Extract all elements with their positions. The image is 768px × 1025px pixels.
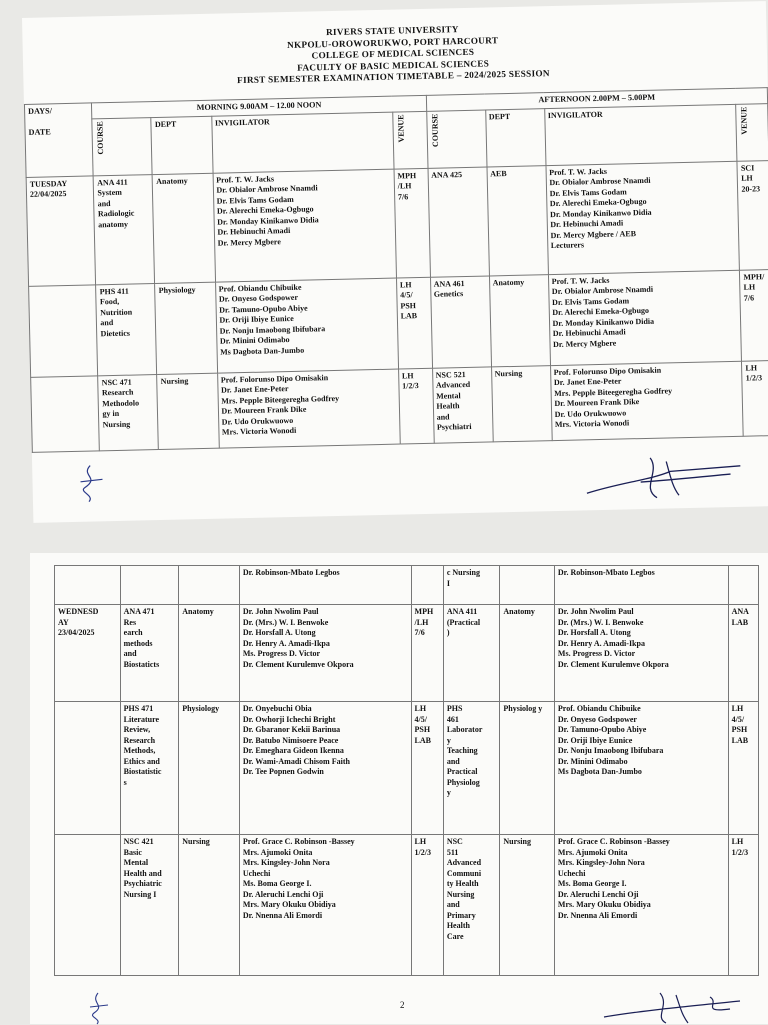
afternoon-course — [443, 702, 500, 835]
afternoon-course-line: Advanced — [446, 858, 482, 867]
days-date-header: DAYS/ DATE — [24, 103, 93, 177]
morning-course-line: Radiologic — [97, 208, 135, 219]
venue-header: VENUE — [393, 111, 428, 169]
afternoon-course-line: ty Health — [446, 879, 479, 888]
morning-course-line: Mental — [123, 858, 149, 867]
morning-session-header: MORNING 9.00AM – 12.00 NOON — [92, 95, 426, 118]
afternoon-course — [428, 166, 489, 276]
dept-header: DEPT — [151, 116, 212, 174]
exam-day: TUESDAY — [29, 178, 68, 189]
day-date-cell — [31, 375, 100, 452]
afternoon-invigilators-line: Dr. Aleruchi Lenchi Oji — [557, 889, 639, 899]
afternoon-course-line: Health — [436, 401, 460, 411]
faculty-name: FACULTY OF BASIC MEDICAL SCIENCES — [297, 57, 490, 73]
course-header: COURSE — [92, 117, 152, 175]
afternoon-course-line: y — [446, 735, 451, 745]
exam-date: 22/04/2025 — [29, 189, 67, 199]
morning-venue-line: LH — [414, 837, 427, 846]
morning-dept: Nursing — [179, 835, 240, 976]
afternoon-invigilators-line: Prof. Obiandu Chibuike — [557, 704, 641, 713]
morning-invigilators — [239, 835, 411, 976]
afternoon-venue-line: 20-23 — [741, 183, 761, 194]
morning-course-line: Dietetics — [100, 328, 131, 338]
morning-venue — [411, 835, 443, 976]
afternoon-invigilators-line: Dr. Monday Kinikanwo Didia — [550, 207, 652, 219]
morning-course-line: Biostatistic — [123, 767, 162, 776]
morning-venue-line: LAB — [400, 311, 418, 321]
morning-course-line: Methods, — [123, 746, 156, 755]
morning-invigilators-line: Dr. Tamuno-Opubo Abiye — [219, 303, 308, 315]
afternoon-course-line: Nursing — [446, 889, 475, 899]
morning-invigilators — [213, 169, 397, 282]
day-date-cell — [55, 605, 121, 702]
morning-invigilators-line: Dr. Minini Odimabo — [219, 335, 290, 346]
afternoon-invigilators-line: Dr. Tamuno-Opubo Abiye — [557, 725, 647, 734]
afternoon-venue-line: LAB — [731, 735, 749, 745]
morning-course-line: ANA 471 — [123, 607, 155, 616]
morning-course-line: Research — [101, 387, 134, 398]
morning-invigilators-line: Dr. Wami-Amadi Chisom Faith — [242, 756, 350, 766]
afternoon-venue-line: LH — [741, 173, 753, 183]
morning-invigilators-line: Mrs. Victoria Wonodi — [221, 425, 297, 437]
morning-course-line: s — [123, 777, 127, 787]
morning-course — [120, 835, 179, 976]
morning-course-line: and — [97, 198, 111, 208]
carryover-row — [55, 566, 759, 605]
morning-course — [98, 374, 159, 450]
afternoon-course-line: 511 — [446, 847, 459, 857]
afternoon-course-line: ANA 411 — [446, 607, 478, 616]
document-header — [182, 21, 603, 88]
afternoon-invigilators-line: Dr. Janet Ene-Peter — [553, 376, 622, 388]
morning-invigilators — [215, 278, 398, 373]
afternoon-invigilators-line: Dr. Hebinuchi Amadi — [550, 218, 624, 230]
morning-invigilators-line: Dr. Nonju Imaobong Ibifubara — [219, 323, 326, 336]
morning-venue-line: PSH — [400, 300, 417, 310]
afternoon-invigilators-line: Dr. Hebinuchi Amadi — [552, 327, 626, 339]
afternoon-invigilators-line: Dr. (Mrs.) W. I. Benwoke — [557, 617, 644, 627]
morning-invigilators-line: Dr. John Nwolim Paul — [242, 607, 319, 616]
morning-venue-line: MPH — [397, 170, 417, 181]
page-number: 2 — [400, 1000, 405, 1010]
afternoon-course-line: and — [446, 900, 460, 909]
morning-dept: Anatomy — [179, 605, 240, 702]
timetable-sheet-page-2 — [30, 553, 768, 1024]
exam-row — [55, 835, 759, 976]
venue-header: VENUE — [736, 103, 768, 161]
afternoon-invigilators-line: Prof. Grace C. Robinson -Bassey — [557, 837, 670, 846]
afternoon-dept: Nursing — [491, 365, 552, 441]
morning-dept: Anatomy — [153, 173, 216, 283]
morning-venue-line: 4/5/ — [400, 290, 413, 300]
morning-invigilators-line: Dr. Henry A. Amadi-Ikpa — [242, 638, 330, 648]
morning-course-line: PHS 471 — [123, 704, 154, 713]
afternoon-venue-line: 4/5/ — [731, 714, 745, 724]
afternoon-venue — [742, 360, 768, 436]
afternoon-invigilators-line: Uchechi — [557, 868, 586, 878]
afternoon-invigilators-line: Dr. Nonju Imaobong Ibifubara — [557, 746, 664, 755]
morning-invigilators-line: Prof. T. W. Jacks — [216, 173, 275, 185]
afternoon-invigilators-line: Dr. Alerechi Emeka-Ogbugo — [552, 305, 650, 318]
afternoon-invigilators-line: Dr. Mercy Mgbere — [552, 338, 617, 349]
carryover-invigilator-am: Dr. Robinson-Mbato Legbos — [239, 566, 411, 605]
exam-date — [34, 378, 94, 379]
morning-course-line: and — [123, 649, 137, 658]
afternoon-course-line: NSC — [446, 837, 463, 846]
morning-invigilators-line: Dr. Udo Orukwuowo — [221, 415, 294, 427]
afternoon-dept: AEB — [487, 165, 548, 275]
afternoon-invigilators-line: Mrs. Victoria Wonodi — [554, 418, 630, 430]
morning-course-line: Research — [123, 735, 156, 745]
morning-venue-line: /LH — [414, 617, 429, 627]
morning-invigilators-line: Dr. Oriji Ibiye Eunice — [219, 313, 294, 325]
day-date-cell — [55, 702, 121, 835]
afternoon-course-line: Physiolog — [446, 777, 480, 787]
morning-invigilators-line: Prof. Grace C. Robinson -Bassey — [242, 837, 355, 846]
morning-invigilators-line: Ms. Progress D. Victor — [242, 649, 321, 658]
morning-invigilators-line: Dr. Nnenna Ali Emordi — [242, 910, 323, 920]
morning-invigilators — [217, 369, 400, 448]
afternoon-course-line: 461 — [446, 714, 459, 724]
afternoon-invigilators-line: Dr. Monday Kinikanwo Didia — [552, 316, 655, 328]
morning-course-line: Psychiatric — [123, 879, 162, 888]
afternoon-venue — [728, 702, 758, 835]
afternoon-course-line: Teaching — [446, 746, 478, 755]
morning-invigilators-line: Mrs. Pepple Biteegeregha Godfrey — [221, 393, 340, 406]
afternoon-invigilators-line: Mrs. Ajumoki Onita — [557, 847, 628, 857]
afternoon-invigilators-line: Lecturers — [550, 240, 585, 251]
exam-row — [26, 160, 768, 286]
morning-course — [120, 605, 179, 702]
afternoon-venue-line: 1/2/3 — [745, 373, 763, 383]
afternoon-course-line: NSC 521 — [435, 369, 466, 380]
invigilator-header: INVIGILATOR — [211, 112, 394, 173]
university-name: RIVERS STATE UNIVERSITY — [325, 24, 459, 38]
morning-course-line: Res — [123, 617, 137, 627]
morning-course-line: PHS 411 — [99, 286, 129, 296]
day-date-cell — [26, 175, 96, 286]
morning-course-line: anatomy — [98, 219, 129, 229]
morning-dept: Physiology — [179, 702, 240, 835]
morning-invigilators-line: Dr. Horsfall A. Utong — [242, 628, 316, 637]
afternoon-venue — [740, 269, 768, 361]
dept-header: DEPT — [485, 108, 545, 166]
morning-venue-line: 1/2/3 — [414, 847, 431, 857]
afternoon-course-line: PHS — [446, 704, 463, 713]
afternoon-course — [432, 366, 493, 442]
exam-date: 23/04/2025 — [58, 628, 95, 637]
morning-venue — [396, 277, 432, 369]
afternoon-invigilators-line: Prof. Folorunso Dipo Omisakin — [553, 365, 662, 377]
morning-course-line: Ethics and — [123, 756, 160, 766]
afternoon-course-line: Practical — [446, 767, 478, 776]
morning-invigilators-line: Dr. Onyebuchi Obia — [242, 704, 312, 713]
afternoon-venue-line: 7/6 — [743, 292, 755, 303]
day-date-cell — [55, 835, 121, 976]
morning-invigilators-line: Dr. Obialor Ambrose Nnamdi — [216, 183, 318, 195]
morning-course-line: Literature — [123, 714, 160, 724]
morning-invigilators-line: Dr. Onyeso Godspower — [218, 292, 299, 304]
afternoon-invigilators-line: Ms. Boma George I. — [557, 879, 627, 888]
morning-course-line: and — [100, 318, 114, 328]
afternoon-invigilators-line: Mrs. Mary Okuku Obidiya — [557, 900, 651, 909]
morning-venue — [394, 168, 430, 278]
morning-venue-line: MPH — [414, 607, 434, 616]
morning-venue-line: 1/2/3 — [402, 381, 419, 391]
exam-date — [32, 287, 92, 288]
exam-day — [34, 378, 94, 379]
afternoon-invigilators — [554, 835, 728, 976]
morning-invigilators — [239, 605, 411, 702]
college-name: COLLEGE OF MEDICAL SCIENCES — [311, 46, 475, 61]
afternoon-course-line: Care — [446, 931, 464, 941]
afternoon-course — [430, 275, 491, 367]
morning-venue — [398, 368, 433, 444]
afternoon-dept: Physiolog y — [500, 702, 555, 835]
afternoon-course-line: ANA 461 — [433, 278, 465, 289]
morning-invigilators-line: Dr. Clement Kurulemve Okpora — [242, 659, 354, 669]
exam-day: WEDNESD — [58, 607, 99, 616]
signature-right — [600, 989, 750, 1025]
afternoon-course-line: and — [436, 411, 450, 422]
morning-venue-line: 4/5/ — [414, 714, 427, 724]
afternoon-invigilators-line: Dr. Mercy Mgbere / AEB — [550, 228, 637, 240]
afternoon-dept: Anatomy — [489, 274, 550, 366]
afternoon-course-line: ) — [446, 628, 450, 637]
afternoon-invigilators — [550, 361, 743, 440]
exam-row — [31, 360, 768, 452]
afternoon-venue — [728, 835, 758, 976]
afternoon-course — [443, 835, 500, 976]
morning-course-line: Methodolo — [102, 397, 140, 408]
morning-invigilators-line: Prof. Obiandu Chibuike — [218, 282, 302, 294]
morning-course-line: Nursing I — [123, 889, 157, 899]
morning-invigilators-line: Mrs. Ajumoki Onita — [242, 847, 313, 857]
afternoon-venue — [737, 160, 768, 270]
morning-venue — [411, 702, 443, 835]
signature-initials-left — [70, 461, 111, 504]
morning-invigilators-line: Dr. (Mrs.) W. I. Benwoke — [242, 617, 329, 627]
morning-invigilators-line: Dr. Tee Popnen Godwin — [242, 767, 324, 776]
timetable-table-page-2 — [54, 565, 759, 976]
morning-course-line: earch — [123, 628, 143, 637]
morning-invigilators-line: Mrs. Kingsley-John Nora — [242, 858, 330, 867]
exam-day: AY — [58, 617, 69, 627]
morning-invigilators-line: Dr. Alerechi Emeka-Ogbugo — [216, 204, 314, 216]
afternoon-invigilators-line: Dr. Onyeso Godspower — [557, 714, 637, 724]
morning-course — [94, 174, 155, 284]
afternoon-course-line: Mental — [436, 390, 461, 401]
morning-course-line: Food, — [99, 296, 120, 307]
afternoon-session-header: AFTERNOON 2.00PM – 5.00PM — [426, 88, 768, 111]
carryover-course-pm: c Nursing I — [443, 566, 500, 605]
course-header: COURSE — [426, 110, 486, 168]
morning-course-line: gy in — [102, 408, 120, 419]
morning-invigilators-line: Dr. Emeghara Gideon Ikenna — [242, 746, 344, 755]
afternoon-invigilators-line: Mrs. Pepple Biteegeregha Godfrey — [554, 385, 673, 398]
afternoon-venue-line: LH — [745, 362, 758, 373]
morning-venue-line: LH — [401, 370, 414, 380]
morning-venue-line: 7/6 — [397, 191, 409, 202]
morning-course — [96, 283, 157, 375]
afternoon-venue-line: LH — [731, 837, 744, 846]
morning-course-line: Nutrition — [100, 307, 133, 317]
afternoon-invigilators-line: Dr. Obialor Ambrose Nnamdi — [551, 284, 654, 297]
morning-venue-line: LH — [414, 704, 427, 713]
signature-right — [580, 450, 751, 504]
afternoon-course-line: Primary — [446, 910, 476, 920]
afternoon-invigilators-line: Dr. Oriji Ibiye Eunice — [557, 735, 633, 745]
morning-course-line: NSC 421 — [123, 837, 154, 846]
timetable-sheet-page-1 — [22, 1, 768, 523]
timetable-table-page-1 — [24, 87, 768, 452]
morning-course-line: Basic — [123, 847, 142, 857]
morning-dept: Nursing — [157, 373, 219, 449]
morning-invigilators-line: Dr. Elvis Tams Godam — [216, 194, 294, 206]
afternoon-invigilators-line: Dr. Obialor Ambrose Nnamdi — [549, 175, 651, 188]
morning-venue-line: LAB — [414, 735, 431, 745]
day-date-cell — [29, 284, 98, 377]
morning-invigilators-line: Dr. Batubo Nimisoere Peace — [242, 735, 339, 745]
afternoon-invigilators-line: Prof. T. W. Jacks — [549, 166, 608, 177]
morning-invigilators-line: Dr. Mercy Mgbere — [217, 236, 281, 248]
afternoon-invigilators-line: Dr. John Nwolim Paul — [557, 607, 634, 616]
morning-invigilators-line: Dr. Hebinuchi Amadi — [217, 225, 291, 237]
afternoon-venue — [728, 605, 758, 702]
carryover-invigilator-pm: Dr. Robinson-Mbato Legbos — [554, 566, 728, 605]
afternoon-invigilators-line: Mrs. Kingsley-John Nora — [557, 858, 645, 867]
afternoon-course-line: Health — [446, 921, 470, 930]
afternoon-invigilators-line: Dr. Elvis Tams Godam — [552, 295, 630, 307]
signature-initials-left — [82, 991, 112, 1025]
afternoon-invigilators — [546, 161, 740, 274]
afternoon-invigilators-line: Dr. Moureen Frank Dike — [554, 397, 640, 409]
afternoon-invigilators-line: Dr. Alerechi Emeka-Ogbugo — [549, 196, 647, 209]
morning-invigilators-line: Ms Dagbota Dan-Jumbo — [220, 345, 305, 357]
morning-course-line: Review, — [123, 725, 151, 734]
morning-invigilators-line: Uchechi — [242, 868, 271, 878]
afternoon-venue-line: MPH/ — [743, 271, 765, 282]
afternoon-course-line: Advanced — [435, 379, 471, 390]
afternoon-invigilators-line: Dr. Minini Odimabo — [557, 756, 628, 766]
morning-invigilators-line: Ms. Boma George I. — [242, 879, 312, 888]
afternoon-invigilators-line: Ms. Progress D. Victor — [557, 649, 636, 658]
afternoon-invigilators-line: Dr. Horsfall A. Utong — [557, 628, 631, 637]
afternoon-dept: Nursing — [500, 835, 555, 976]
afternoon-course-line: Communi — [446, 868, 482, 878]
afternoon-venue-line: LH — [731, 704, 744, 713]
morning-course — [120, 702, 179, 835]
afternoon-course-line: Genetics — [433, 289, 464, 299]
morning-course-line: Biostaticts — [123, 659, 160, 669]
morning-venue-line: 7/6 — [414, 628, 425, 637]
morning-venue-line: PSH — [414, 725, 431, 734]
university-address: NKPOLU-OROWORUKWO, PORT HARCOURT — [286, 34, 499, 50]
morning-course-line: methods — [123, 638, 153, 648]
afternoon-venue-line: LAB — [731, 617, 749, 627]
morning-venue-line: LH — [399, 279, 412, 289]
afternoon-course-line: y — [446, 788, 451, 797]
morning-invigilators-line: Dr. Janet Ene-Peter — [220, 384, 289, 395]
exam-row — [29, 269, 768, 377]
afternoon-invigilators-line: Dr. Elvis Tams Godam — [549, 186, 627, 198]
invigilator-header: INVIGILATOR — [544, 104, 737, 165]
morning-course-line: Nursing — [102, 419, 131, 429]
afternoon-course-line: (Practical — [446, 617, 481, 627]
exam-day — [32, 287, 92, 288]
morning-course-line: NSC 471 — [101, 377, 132, 387]
morning-course-line: Health and — [123, 868, 162, 878]
morning-course-line: System — [97, 187, 122, 198]
afternoon-course — [443, 605, 500, 702]
afternoon-course-line: Psychiatri — [436, 421, 472, 432]
morning-venue-line: /LH — [397, 181, 412, 191]
afternoon-invigilators-line: Dr. Nnenna Ali Emordi — [557, 910, 638, 920]
afternoon-venue-line: 1/2/3 — [731, 847, 749, 857]
afternoon-course-line: and — [446, 756, 460, 766]
morning-invigilators-line: Prof. Folorunso Dipo Omisakin — [220, 372, 329, 385]
afternoon-invigilators-line: Dr. Henry A. Amadi-Ikpa — [557, 638, 645, 648]
afternoon-invigilators-line: Dr. Udo Orukwuowo — [554, 407, 627, 419]
morning-venue — [411, 605, 443, 702]
afternoon-invigilators-line: Dr. Clement Kurulemve Okpora — [557, 659, 669, 669]
morning-invigilators-line: Dr. Owhorji Ichechi Bright — [242, 714, 336, 724]
afternoon-invigilators — [548, 270, 742, 365]
morning-invigilators-line: Dr. Aleruchi Lenchi Oji — [242, 889, 324, 899]
afternoon-venue-line: LH — [743, 282, 756, 292]
afternoon-course-line: ANA 425 — [431, 169, 463, 180]
afternoon-invigilators-line: Prof. T. W. Jacks — [551, 275, 610, 286]
morning-invigilators-line: Dr. Monday Kinikanwo Didia — [217, 214, 319, 227]
afternoon-dept: Anatomy — [500, 605, 555, 702]
afternoon-venue-line: ANA — [731, 607, 749, 616]
morning-invigilators — [239, 702, 411, 835]
afternoon-venue-line: SCI — [740, 162, 755, 173]
morning-dept: Physiology — [155, 282, 217, 374]
afternoon-invigilators — [554, 702, 728, 835]
morning-invigilators-line: Mrs. Mary Okuku Obidiya — [242, 900, 336, 909]
afternoon-course-line: Laborator — [446, 725, 483, 734]
afternoon-invigilators-line: Ms Dagbota Dan-Jumbo — [557, 767, 642, 776]
afternoon-invigilators — [554, 605, 728, 702]
afternoon-venue-line: PSH — [731, 725, 748, 734]
morning-invigilators-line: Dr. Gbaranor Kekii Barinua — [242, 725, 341, 734]
morning-course-line: ANA 411 — [97, 177, 128, 187]
exam-row — [55, 605, 759, 702]
timetable-title: FIRST SEMESTER EXAMINATION TIMETABLE – 2024/2025 SESSION — [236, 68, 550, 86]
morning-invigilators-line: Dr. Moureen Frank Dike — [221, 404, 307, 416]
exam-row — [55, 702, 759, 835]
